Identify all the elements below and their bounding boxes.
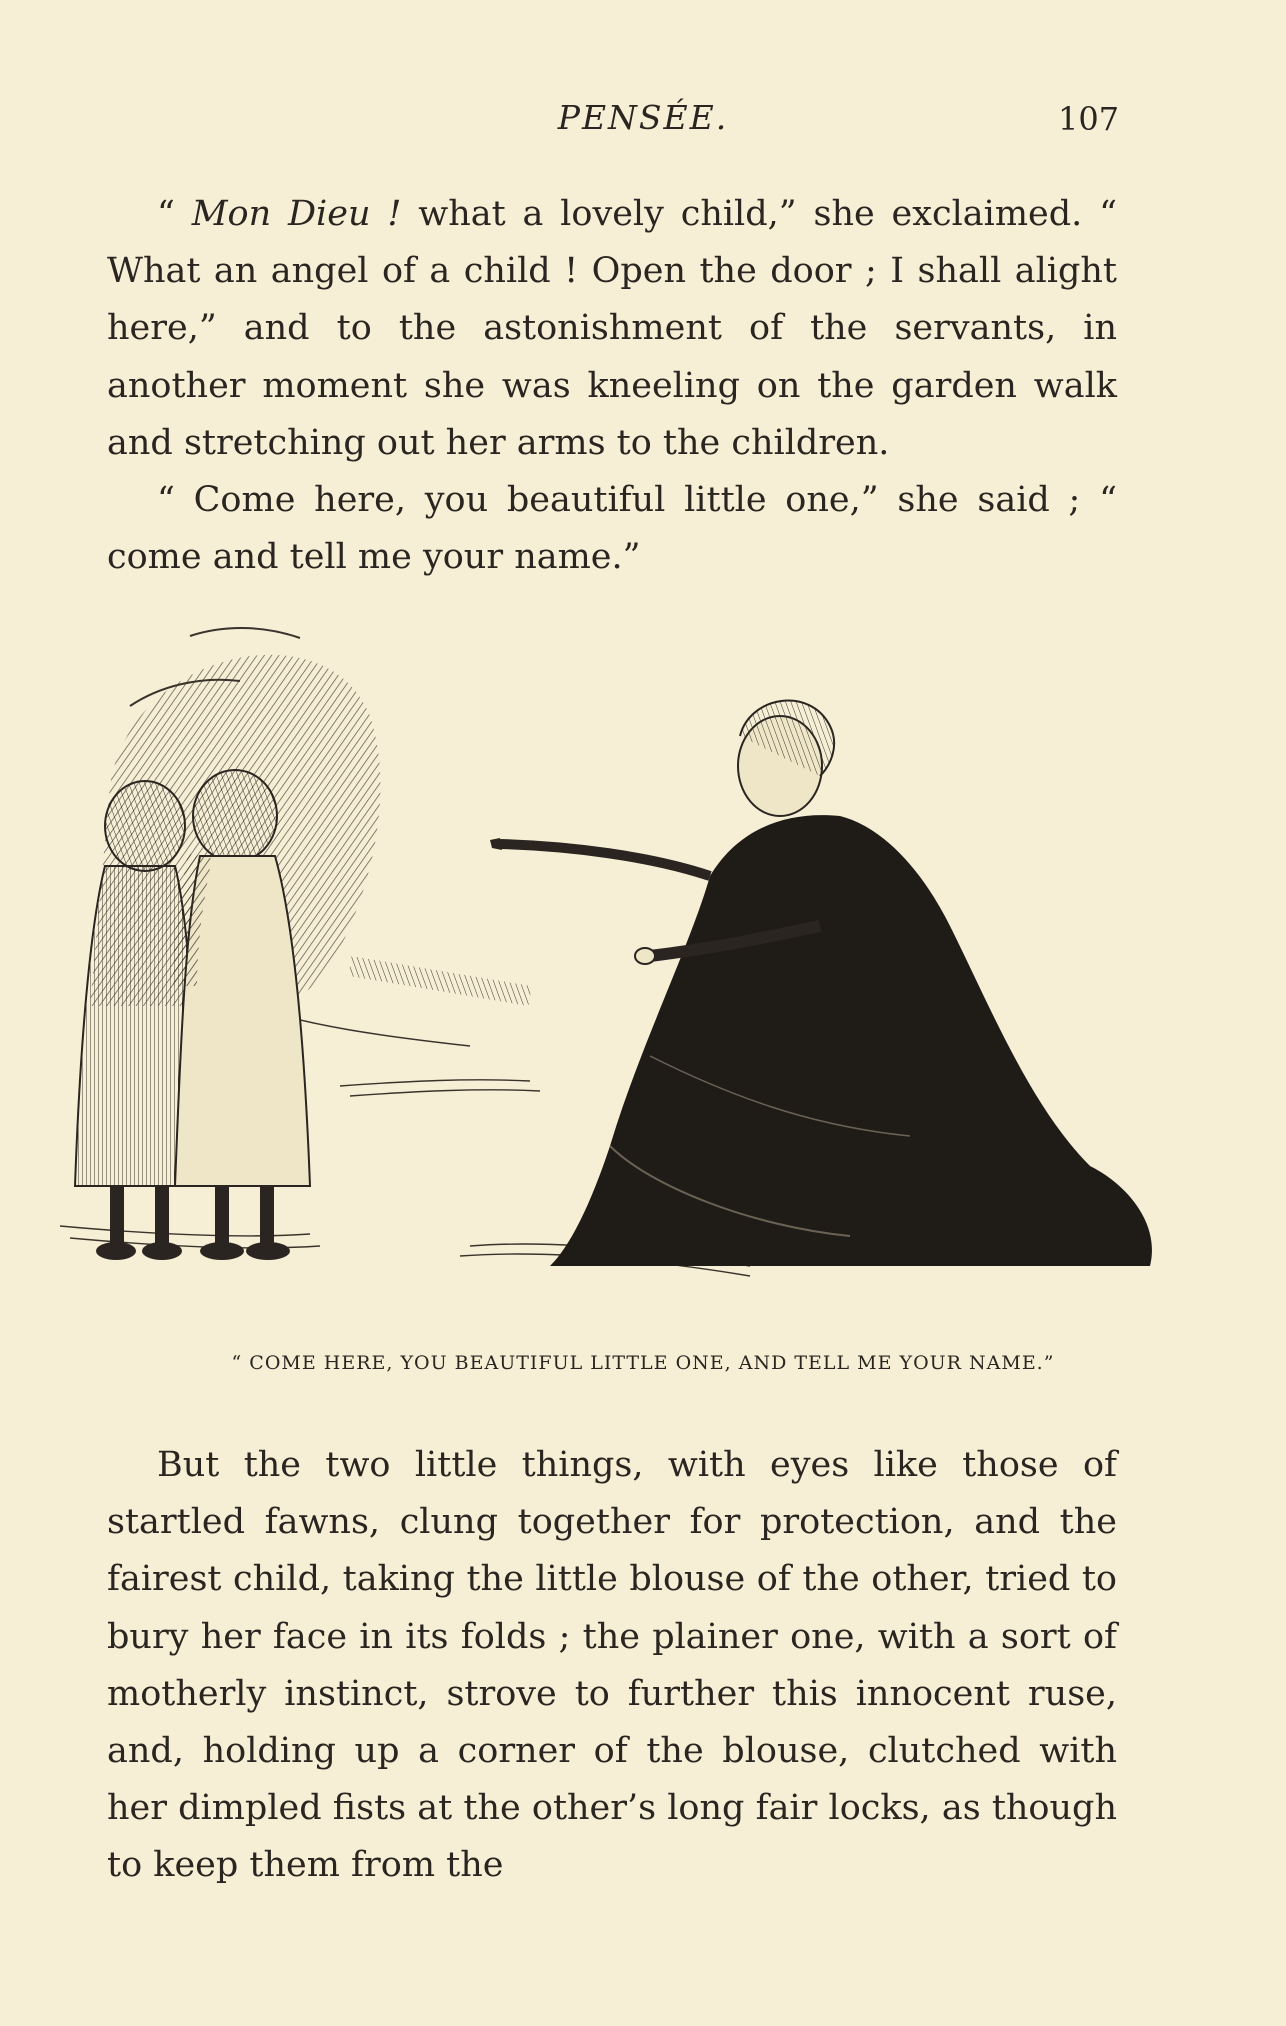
bottom-text-block <box>107 1437 1117 1895</box>
top-text-block <box>107 186 1117 586</box>
paragraph-1-italic: Mon Dieu ! <box>191 194 402 234</box>
paragraph-1-rest: what a lovely child,” she exclaimed. “ What an angel of a child ! Open the door ; I shall alight here,” and to the astonishment of the servants, in another moment she was kneeling on the garden walk and stretching out her arms to the children. <box>107 194 1117 463</box>
running-head <box>0 98 1286 138</box>
page-number: 107 <box>1058 100 1120 138</box>
running-title: PENSÉE. <box>557 98 729 137</box>
paragraph-2: “ Come here, you beautiful little one,” she said ; “ come and tell me your name.” <box>107 480 1117 578</box>
paragraph-3: But the two little things, with eyes like those of startled fawns, clung together for protection, and the fairest child, taking the little blouse of the other, tried to bury her face in its folds ; the plainer one, with a sort of motherly instinct, strove to further this innocent ruse, and, holding up a corner of the blouse, clutched with her dimpled fists at the other’s long fair locks, as though to keep them from the <box>107 1445 1117 1886</box>
paragraph-1-quote-open: “ <box>157 194 192 234</box>
kneeling-lady <box>490 701 1152 1266</box>
paragraph-1 <box>107 186 1117 472</box>
illustration-caption: “ COME HERE, YOU BEAUTIFUL LITTLE ONE, AND TELL ME YOUR NAME.” <box>231 1352 1055 1374</box>
engraving-illustration <box>50 626 1180 1336</box>
